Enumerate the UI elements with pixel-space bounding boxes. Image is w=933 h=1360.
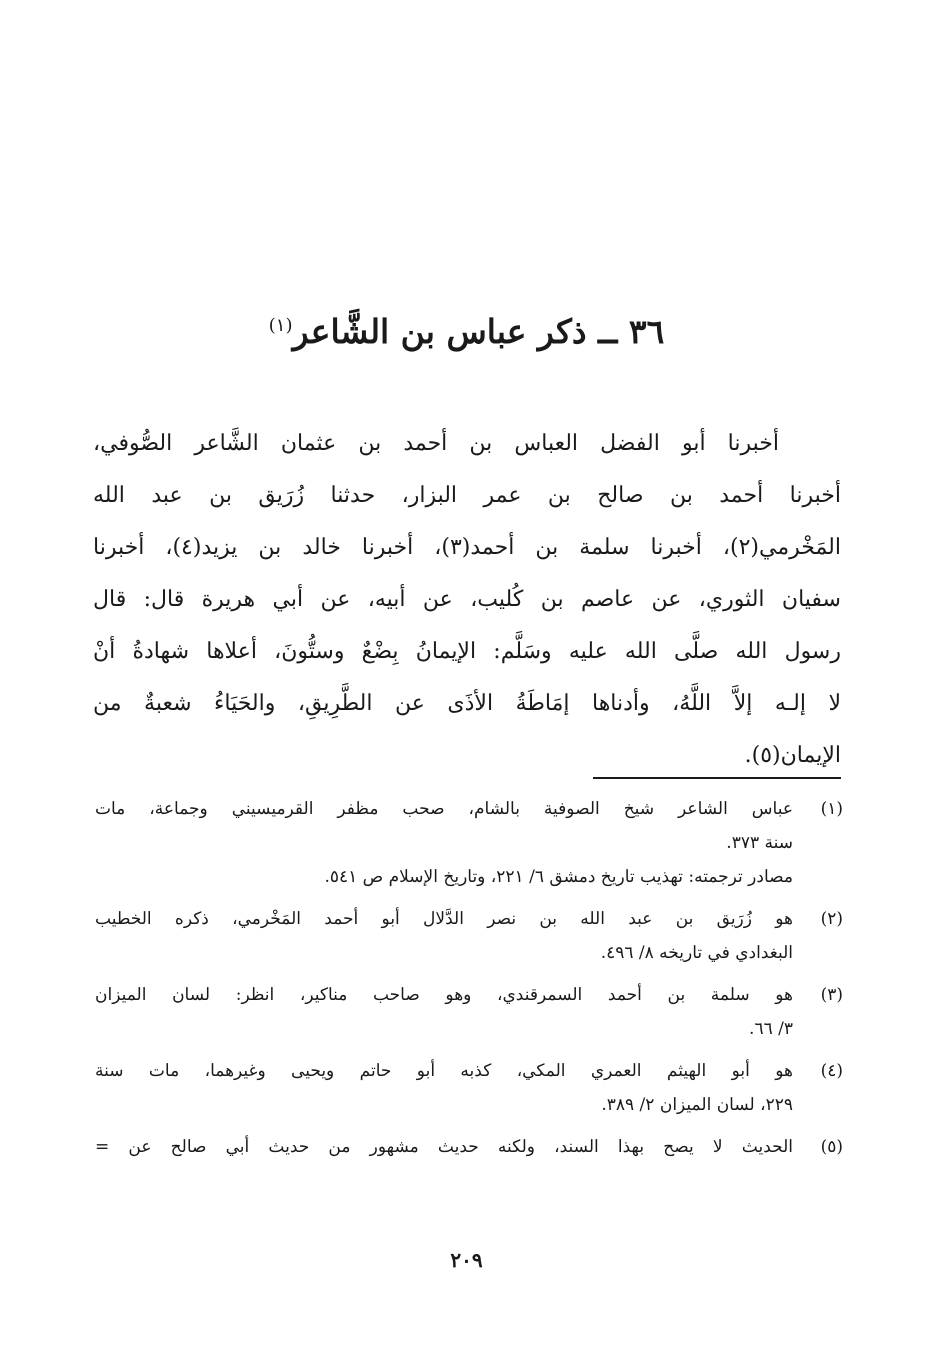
footnote-2	[95, 902, 843, 970]
footnote-text	[95, 978, 793, 1046]
footnote-text	[95, 1054, 793, 1122]
footnote-text	[95, 792, 793, 894]
footnote-line: هو زُرَيق بن عبد الله بن نصر الدَّلال أبو أحمد المَخْرمي، ذكره الخطيب	[95, 909, 793, 929]
footnote-4	[95, 1054, 843, 1122]
footnote-line: عباس الشاعر شيخ الصوفية بالشام، صحب مظفر القرميسيني وجماعة، مات	[95, 799, 793, 819]
footnote-sources: مصادر ترجمته: تهذيب تاريخ دمشق ٦/ ٢٢١، وتاريخ الإسلام ص ٥٤١.	[324, 867, 793, 887]
footnote-number: (٣)	[820, 985, 843, 1005]
footnote-3	[95, 978, 843, 1046]
footnote-number: (٤)	[820, 1061, 843, 1081]
hadith-text	[93, 418, 841, 782]
footnotes	[95, 792, 843, 1172]
section-heading-text: ٣٦ ــ ذكر عباس بن الشَّاعر	[292, 312, 665, 351]
heading-footnote-ref: (١)	[268, 315, 293, 336]
footnote-line: هو أبو الهيثم العمري المكي، كذبه أبو حاتم ويحيى وغيرهما، مات سنة	[95, 1061, 793, 1081]
body-line: الإيمان(٥).	[744, 743, 841, 768]
footnote-line: البغدادي في تاريخه ٨/ ٤٩٦.	[600, 943, 793, 963]
footnote-text	[95, 902, 793, 970]
footnote-text	[95, 1130, 793, 1164]
footnote-divider	[593, 777, 841, 779]
section-heading	[0, 296, 933, 362]
footnote-line: الحديث لا يصح بهذا السند، ولكنه حديث مشهور من حديث أبي صالح عن =	[95, 1137, 793, 1157]
body-line: سفيان الثوري، عن عاصم بن كُليب، عن أبيه، عن أبي هريرة قال: قال	[93, 587, 841, 612]
footnote-5	[95, 1130, 843, 1164]
footnote-line: ٢٢٩، لسان الميزان ٢/ ٣٨٩.	[601, 1095, 793, 1115]
footnote-number: (١)	[820, 799, 843, 819]
body-line: أخبرنا أبو الفضل العباس بن أحمد بن عثمان الشَّاعر الصُّوفي،	[93, 431, 779, 456]
footnote-line: هو سلمة بن أحمد السمرقندي، وهو صاحب مناكير، انظر: لسان الميزان	[95, 985, 793, 1005]
footnote-line: سنة ٣٧٣.	[726, 833, 793, 853]
body-line: أخبرنا أحمد بن صالح بن عمر البزار، حدثنا زُرَيق بن عبد الله	[93, 483, 841, 508]
page-number: ٢٠٩	[450, 1248, 483, 1272]
footnote-number: (٥)	[820, 1137, 843, 1157]
footnote-number: (٢)	[820, 909, 843, 929]
footnote-line: ٣/ ٦٦.	[749, 1019, 793, 1039]
body-line: المَخْرمي(٢)، أخبرنا سلمة بن أحمد(٣)، أخبرنا خالد بن يزيد(٤)، أخبرنا	[93, 535, 841, 560]
body-line: رسول الله صلَّى الله عليه وسَلَّم: الإيمانُ بِضْعٌ وستُّونَ، أعلاها شهادةُ أنْ	[93, 639, 841, 664]
body-line: لا إلـه إلاَّ اللَّهُ، وأدناها إمَاطَةُ الأذَى عن الطَّرِيقِ، والحَيَاءُ شعبةٌ من	[93, 691, 841, 716]
footnote-1	[95, 792, 843, 894]
